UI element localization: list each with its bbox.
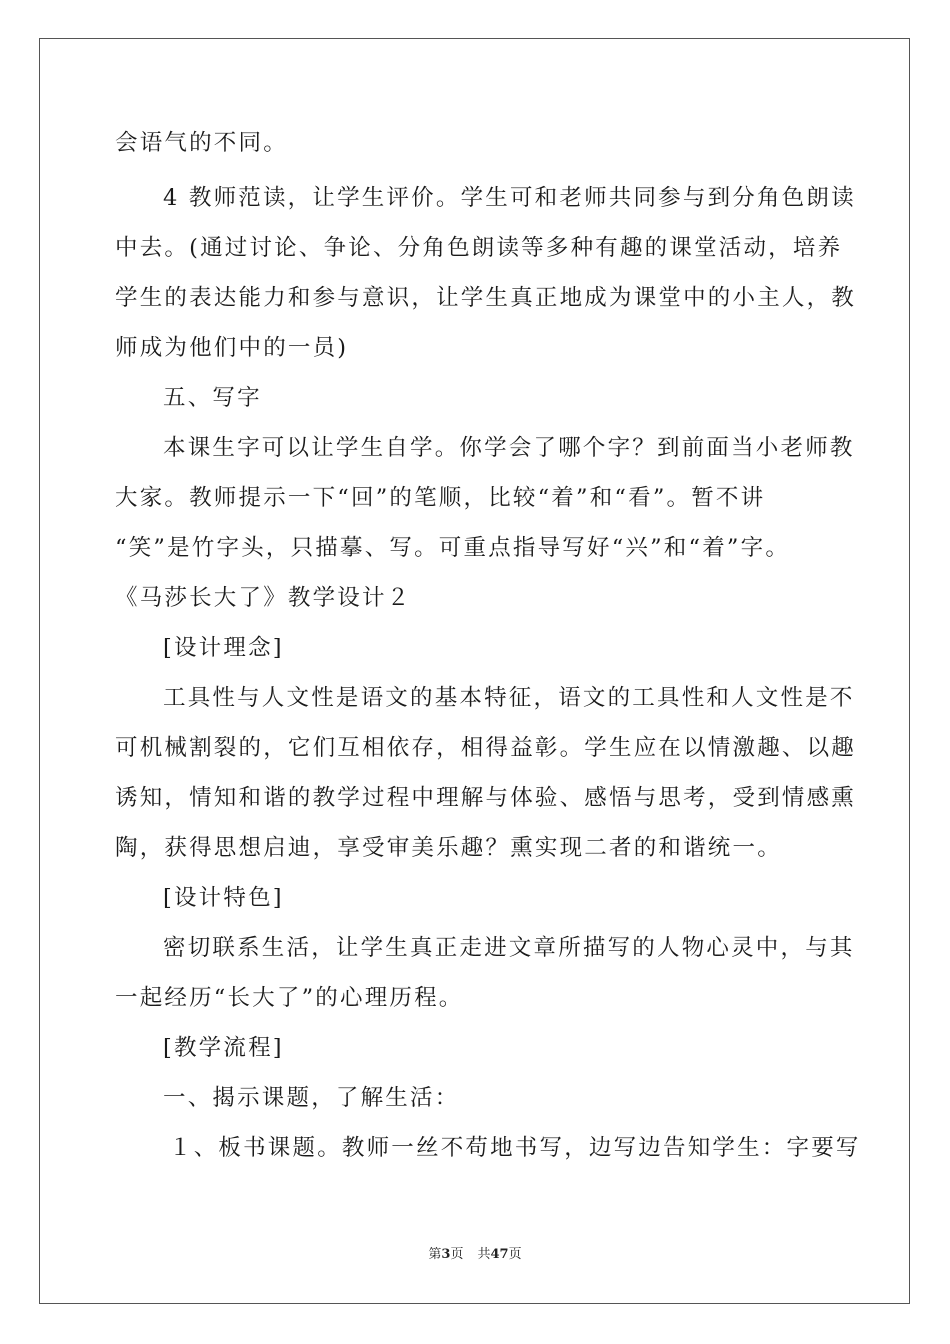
- page-number: 3: [441, 1247, 451, 1262]
- text-line: 学生的表达能力和参与意识，让学生真正地成为课堂中的小主人，教: [115, 285, 857, 311]
- text-line: 师成为他们中的一员): [115, 335, 349, 361]
- text-line: 中去。(通过讨论、争论、分角色朗读等多种有趣的课堂活动，培养: [115, 235, 843, 261]
- total-suffix: 页: [508, 1247, 522, 1262]
- text-line: １、板书课题。教师一丝不苟地书写，边写边告知学生：字要写: [169, 1135, 861, 1161]
- text-line: 大家。教师提示一下“回”的笔顺，比较“着”和“看”。暂不讲: [115, 485, 766, 511]
- text-line: 陶，获得思想启迪，享受审美乐趣？熏实现二者的和谐统一。: [115, 835, 782, 861]
- total-pages: 47: [490, 1247, 509, 1262]
- text-line: 4 教师范读，让学生评价。学生可和老师共同参与到分角色朗读: [163, 185, 856, 211]
- section-heading: 五、写字: [163, 385, 262, 411]
- page-footer: [0, 1246, 950, 1264]
- section-heading: [设计理念]: [163, 635, 284, 661]
- text-line: 可机械割裂的，它们互相依存，相得益彰。学生应在以情激趣、以趣: [115, 735, 857, 761]
- text-line: 会语气的不同。: [115, 130, 288, 156]
- text-line: 本课生字可以让学生自学。你学会了哪个字？到前面当小老师教: [163, 435, 855, 461]
- text-line: 诱知，情知和谐的教学过程中理解与体验、感悟与思考，受到情感熏: [115, 785, 857, 811]
- section-heading: [教学流程]: [163, 1035, 284, 1061]
- text-line: 工具性与人文性是语文的基本特征，语文的工具性和人文性是不: [163, 685, 855, 711]
- text-line: “笑”是竹字头，只描摹、写。可重点指导写好“兴”和“着”字。: [115, 535, 791, 561]
- total-prefix: 共: [477, 1247, 491, 1262]
- text-line: 密切联系生活，让学生真正走进文章所描写的人物心灵中，与其: [163, 935, 855, 961]
- section-heading: [设计特色]: [163, 885, 284, 911]
- page-prefix: 第: [428, 1247, 442, 1262]
- page-suffix: 页: [450, 1247, 464, 1262]
- section-heading: 一、揭示课题，了解生活：: [163, 1085, 460, 1111]
- document-title: 《马莎长大了》教学设计２: [115, 585, 412, 611]
- text-line: 一起经历“长大了”的心理历程。: [115, 985, 464, 1011]
- page-border: [39, 38, 910, 1304]
